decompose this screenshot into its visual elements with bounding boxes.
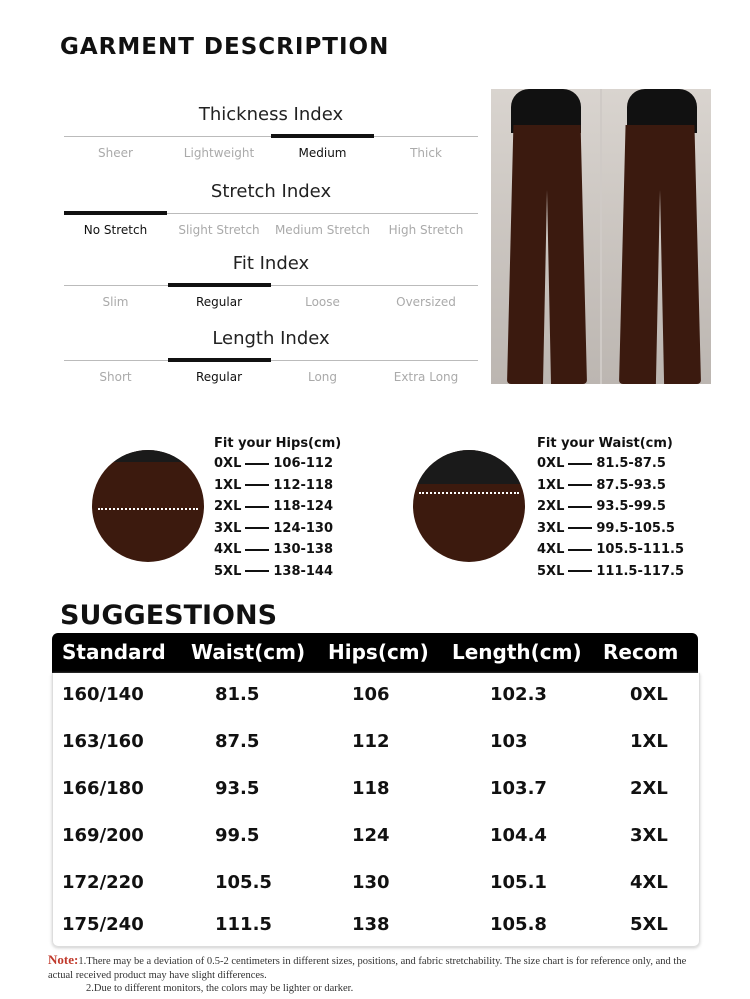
index-selected-marker — [64, 211, 167, 215]
fit-size: 0XL — [214, 456, 242, 471]
index-selected-marker — [168, 358, 271, 362]
fit-size: 2XL — [214, 499, 242, 514]
index-option: Thick — [410, 146, 442, 160]
table-cell: 138 — [352, 914, 390, 935]
table-cell: 3XL — [630, 825, 668, 846]
fit-row — [214, 478, 333, 500]
fit-size: 1XL — [537, 477, 565, 493]
table-cell: 118 — [352, 778, 390, 799]
table-cell: 0XL — [630, 684, 668, 705]
index-title: Fit Index — [232, 253, 310, 274]
fit-size: 0XL — [537, 456, 565, 471]
fit-size: 4XL — [537, 542, 565, 557]
fit-range: 87.5-93.5 — [596, 477, 666, 493]
dash-separator — [245, 549, 269, 551]
fit-range: 106-112 — [273, 456, 334, 471]
fit-range: 105.5-111.5 — [596, 542, 684, 557]
dash-separator — [245, 463, 269, 465]
dash-separator — [568, 484, 592, 486]
suggestions-heading: SUGGESTIONS — [60, 600, 278, 631]
dash-separator — [568, 506, 592, 508]
fit-range: 124-130 — [273, 520, 334, 536]
index-option: Lightweight — [183, 146, 255, 160]
table-cell: 105.5 — [215, 872, 272, 893]
table-cell: 4XL — [630, 872, 668, 893]
dash-separator — [568, 527, 592, 529]
table-cell: 103 — [490, 731, 528, 752]
fit-range: 93.5-99.5 — [596, 499, 666, 514]
table-cell: 105.8 — [490, 914, 547, 935]
fit-size: 5XL — [537, 563, 565, 579]
note-line-2: 2.Due to different monitors, the colors may be lighter or darker. — [86, 983, 354, 994]
fit-row — [537, 499, 684, 521]
fit-row — [214, 542, 333, 564]
fit-size: 4XL — [214, 542, 242, 557]
table-cell: 111.5 — [215, 914, 272, 935]
column-header: Hips(cm) — [328, 640, 429, 664]
table-cell: 130 — [352, 872, 390, 893]
index-track — [64, 360, 478, 361]
index-option: High Stretch — [388, 223, 464, 237]
table-cell: 93.5 — [215, 778, 260, 799]
table-cell: 166/180 — [62, 778, 144, 799]
table-cell: 81.5 — [215, 684, 260, 705]
fit-row — [537, 478, 684, 500]
fit-row — [214, 499, 333, 521]
fit-waist-list — [537, 456, 684, 585]
fit-size: 3XL — [214, 520, 242, 536]
table-cell: 1XL — [630, 731, 668, 752]
index-option: Regular — [195, 295, 243, 309]
dash-separator — [245, 484, 269, 486]
table-cell: 105.1 — [490, 872, 547, 893]
fit-row — [537, 456, 684, 478]
index-selected-marker — [271, 134, 374, 138]
fit-range: 99.5-105.5 — [596, 520, 675, 536]
index-option: Slim — [102, 295, 129, 309]
index-title: Length Index — [212, 328, 330, 349]
index-option: No Stretch — [83, 223, 148, 237]
dash-separator — [245, 570, 269, 572]
index-option: Long — [307, 370, 338, 384]
index-option: Medium Stretch — [274, 223, 371, 237]
dash-separator — [245, 506, 269, 508]
table-cell: 102.3 — [490, 684, 547, 705]
fit-range: 130-138 — [273, 542, 334, 557]
table-cell: 99.5 — [215, 825, 260, 846]
fit-row — [214, 564, 333, 586]
product-photo — [491, 89, 711, 384]
table-cell: 175/240 — [62, 914, 144, 935]
index-option: Short — [99, 370, 132, 384]
dash-separator — [568, 463, 592, 465]
index-title: Thickness Index — [198, 104, 344, 125]
fit-range: 111.5-117.5 — [596, 563, 684, 579]
index-option: Medium — [298, 146, 347, 160]
fit-row — [537, 542, 684, 564]
fit-range: 112-118 — [273, 477, 334, 493]
fit-range: 81.5-87.5 — [596, 456, 666, 471]
dash-separator — [568, 549, 592, 551]
table-cell: 5XL — [630, 914, 668, 935]
fit-row — [537, 564, 684, 586]
fit-size: 1XL — [214, 477, 242, 493]
index-option: Regular — [195, 370, 243, 384]
table-cell: 2XL — [630, 778, 668, 799]
table-cell: 172/220 — [62, 872, 144, 893]
fit-size: 2XL — [537, 499, 565, 514]
table-cell: 103.7 — [490, 778, 547, 799]
index-option: Slight Stretch — [178, 223, 260, 237]
index-option: Loose — [305, 295, 340, 309]
fit-size: 3XL — [537, 520, 565, 536]
index-title: Stretch Index — [210, 181, 332, 202]
fit-row — [214, 521, 333, 543]
fit-size: 5XL — [214, 563, 242, 579]
dash-separator — [568, 570, 592, 572]
index-track — [64, 285, 478, 286]
column-header: Standard — [62, 640, 166, 664]
hips-measure-image — [92, 450, 204, 562]
fit-row — [537, 521, 684, 543]
dash-separator — [245, 527, 269, 529]
table-cell: 124 — [352, 825, 390, 846]
table-cell: 104.4 — [490, 825, 547, 846]
table-cell: 163/160 — [62, 731, 144, 752]
table-cell: 87.5 — [215, 731, 260, 752]
garment-description-heading: GARMENT DESCRIPTION — [60, 34, 390, 60]
fit-waist-title: Fit your Waist(cm) — [537, 436, 673, 451]
note-line-1: 1.There may be a deviation of 0.5-2 centimeters in different sizes, positions, and fabric stretchability. The size chart is for reference only, and the actual received product may have slight differences. — [48, 956, 687, 981]
fit-hips-title: Fit your Hips(cm) — [214, 436, 342, 451]
table-cell: 160/140 — [62, 684, 144, 705]
table-cell: 106 — [352, 684, 390, 705]
index-option: Sheer — [98, 146, 133, 160]
fit-row — [214, 456, 333, 478]
fit-range: 118-124 — [273, 499, 334, 514]
index-option: Oversized — [396, 295, 456, 309]
index-selected-marker — [168, 283, 271, 287]
waist-measure-image — [413, 450, 525, 562]
fit-hips-list — [214, 456, 333, 585]
table-cell: 112 — [352, 731, 390, 752]
table-body — [52, 673, 700, 947]
column-header: Waist(cm) — [191, 640, 306, 664]
fit-range: 138-144 — [273, 563, 334, 579]
column-header: Recom — [603, 640, 679, 664]
note — [48, 953, 708, 996]
index-option: Extra Long — [393, 370, 459, 384]
table-cell: 169/200 — [62, 825, 144, 846]
column-header: Length(cm) — [452, 640, 582, 664]
note-label: Note: — [48, 952, 79, 967]
